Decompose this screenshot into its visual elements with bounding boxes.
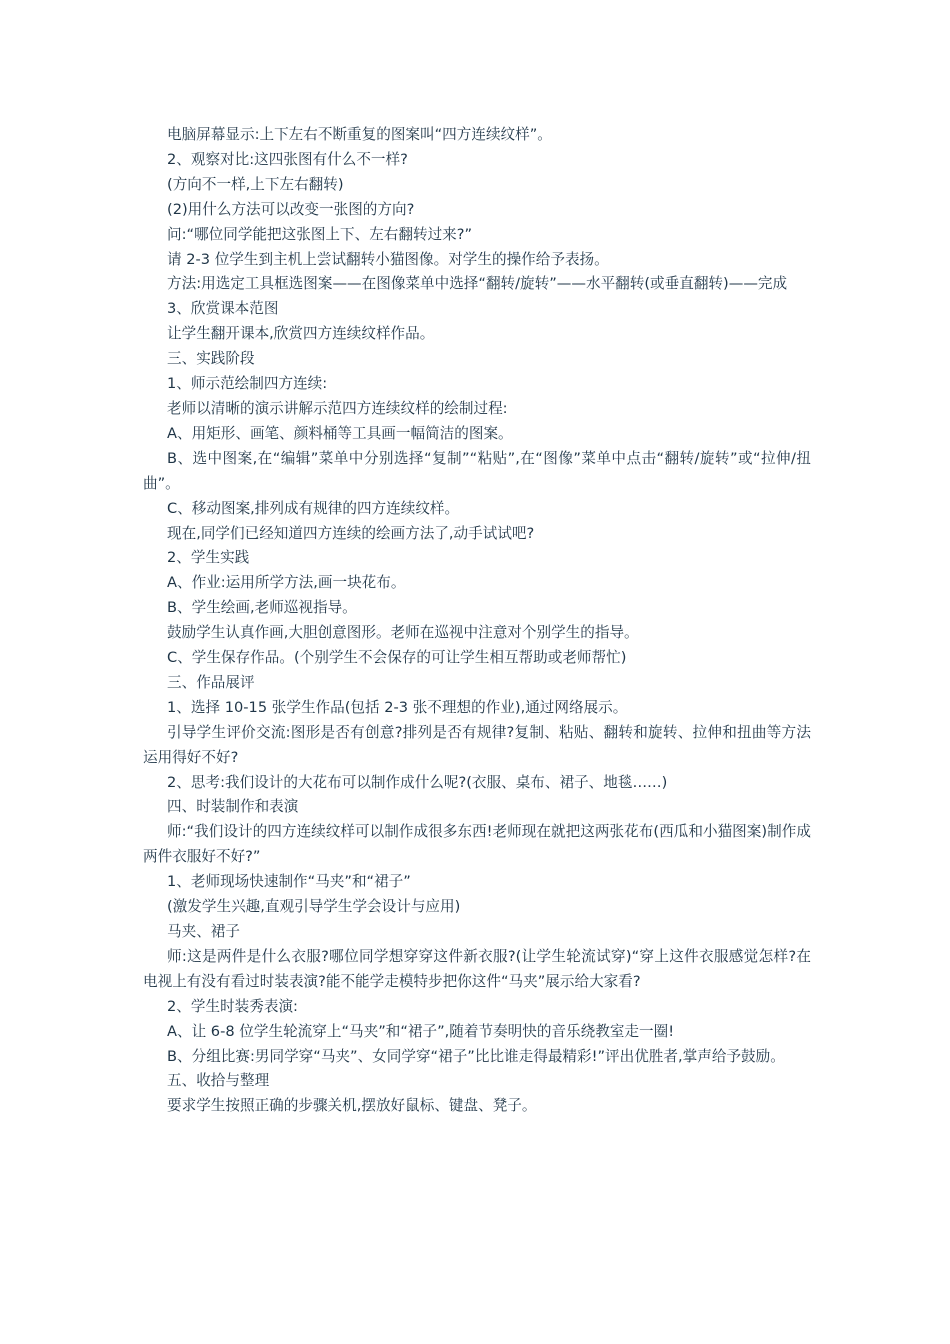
paragraph: 方法:用选定工具框选图案——在图像菜单中选择“翻转/旋转”——水平翻转(或垂直翻转)——完成 [167,275,788,293]
paragraph: A、用矩形、画笔、颜料桶等工具画一幅简洁的图案。 [167,424,513,442]
paragraph: 2、学生时装秀表演: [167,997,298,1015]
paragraph: 现在,同学们已经知道四方连续的绘画方法了,动手试试吧? [167,524,535,542]
section-heading: 三、实践阶段 [167,350,255,368]
paragraph: 老师以清晰的演示讲解示范四方连续纹样的绘制过程: [167,399,508,417]
paragraph: 1、选择 10-15 张学生作品(包括 2-3 张不理想的作业),通过网络展示。 [167,698,628,716]
paragraph: B、分组比赛:男同学穿“马夹”、女同学穿“裙子”比比谁走得最精彩!”评出优胜者,掌声给予鼓励。 [167,1047,785,1065]
section-heading: 四、时装制作和表演 [167,798,299,816]
paragraph: 师:“我们设计的四方连续纹样可以制作成很多东西!老师现在就把这两张花布(西瓜和小猫图案)制作成两件衣服好不好?” [143,823,811,866]
document-body [143,123,811,1119]
paragraph: 1、师示范绘制四方连续: [167,375,328,393]
paragraph: 2、学生实践 [167,549,250,567]
paragraph: B、学生绘画,老师巡视指导。 [167,599,357,617]
paragraph: (2)用什么方法可以改变一张图的方向? [167,200,415,218]
paragraph: C、学生保存作品。(个别学生不会保存的可让学生相互帮助或老师帮忙) [167,649,627,667]
paragraph: 让学生翻开课本,欣赏四方连续纹样作品。 [167,325,435,343]
paragraph: 师:这是两件是什么衣服?哪位同学想穿穿这件新衣服?(让学生轮流试穿)“穿上这件衣服感觉怎样?在电视上有没有看过时装表演?能不能学走模特步把你这件“马夹”展示给大家看? [143,947,811,990]
paragraph: 2、思考:我们设计的大花布可以制作成什么呢?(衣服、桌布、裙子、地毯……) [167,773,668,791]
paragraph: 引导学生评价交流:图形是否有创意?排列是否有规律?复制、粘贴、翻转和旋转、拉伸和扭曲等方法运用得好不好? [143,723,811,766]
paragraph: 请 2-3 位学生到主机上尝试翻转小猫图像。对学生的操作给予表扬。 [167,250,609,268]
paragraph: 3、欣赏课本范图 [167,300,279,318]
paragraph: (激发学生兴趣,直观引导学生学会设计与应用) [167,898,461,916]
paragraph: (方向不一样,上下左右翻转) [167,175,344,193]
paragraph: A、让 6-8 位学生轮流穿上“马夹”和“裙子”,随着节奏明快的音乐绕教室走一圈! [167,1022,675,1040]
paragraph: 要求学生按照正确的步骤关机,摆放好鼠标、键盘、凳子。 [167,1097,537,1115]
paragraph: 问:“哪位同学能把这张图上下、左右翻转过来?” [167,225,473,243]
paragraph: 马夹、裙子 [167,923,240,940]
section-heading: 三、作品展评 [167,673,255,691]
paragraph: C、移动图案,排列成有规律的四方连续纹样。 [167,499,460,517]
paragraph: 鼓励学生认真作画,大胆创意图形。老师在巡视中注意对个别学生的指导。 [167,624,639,642]
section-heading: 五、收拾与整理 [167,1072,270,1090]
paragraph: 1、老师现场快速制作“马夹”和“裙子” [167,873,411,891]
paragraph: A、作业:运用所学方法,画一块花布。 [167,574,406,592]
paragraph: B、选中图案,在“编辑”菜单中分别选择“复制”“粘贴”,在“图像”菜单中点击“翻转/旋转”或“拉伸/扭曲”。 [143,449,811,492]
paragraph: 电脑屏幕显示:上下左右不断重复的图案叫“四方连续纹样”。 [167,126,552,143]
paragraph: 2、观察对比:这四张图有什么不一样? [167,150,408,168]
